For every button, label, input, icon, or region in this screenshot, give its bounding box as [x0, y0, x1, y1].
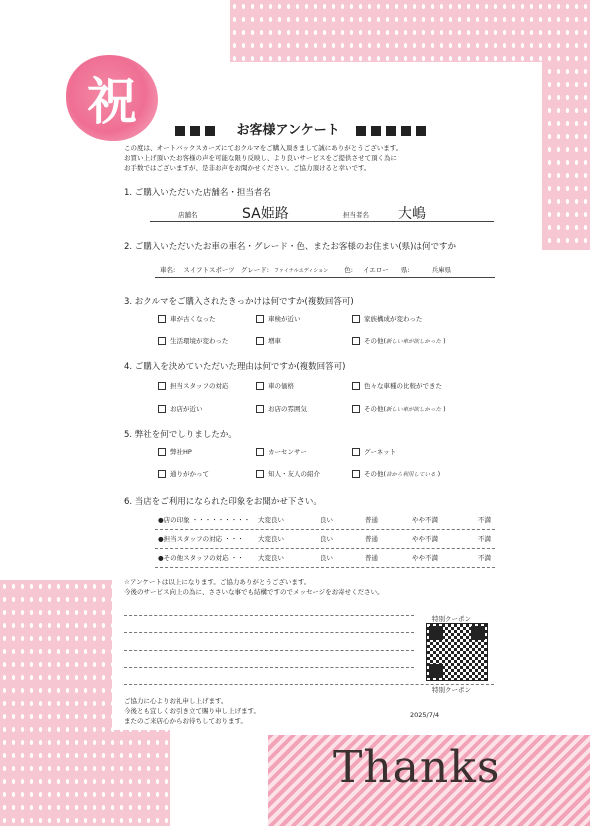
rating-row-label: ●その他スタッフの対応 ・・: [158, 554, 244, 562]
question-5-label: 5. 弊社を何でしりましたか。: [124, 430, 237, 440]
rating-option[interactable]: 良い: [320, 535, 333, 543]
checkbox[interactable]: [256, 337, 264, 345]
car-label: 車名:: [160, 266, 176, 274]
question-3-label: 3. おクルマをご購入されたきっかけは何ですか(複数回答可): [124, 297, 354, 307]
page-title: お客様アンケート: [236, 123, 340, 138]
q2-underline: [155, 277, 495, 278]
rating-row-divider: [155, 548, 495, 549]
title-block-icon: [205, 126, 215, 136]
grade-value: ファイナルエディション: [274, 268, 329, 274]
q4-option: 担当スタッフの対応: [158, 381, 229, 390]
survey-date: 2025/7/4: [410, 711, 440, 719]
rating-option[interactable]: 大変良い: [258, 554, 284, 562]
checkbox-checked[interactable]: [352, 337, 360, 345]
q5-other-handwritten: 昔から利用している: [386, 472, 436, 478]
question-4-label: 4. ご購入を決めていただいた理由は何ですか(複数回答可): [124, 362, 346, 372]
q4-other-handwritten: 新しい車が欲しかった: [386, 407, 442, 413]
rating-row-label: ●店の印象 ・・・・・・・・・: [158, 516, 251, 524]
message-line: [124, 632, 414, 633]
checkbox[interactable]: [158, 337, 166, 345]
page-title-row: [175, 119, 431, 138]
title-block-icon: [190, 126, 200, 136]
footer-line: ご協力に心よりお礼申し上げます。: [124, 697, 228, 705]
footer-line: 今後とも宜しくお引き立て賜り申し上げます。: [124, 707, 260, 715]
qr-code-icon[interactable]: [426, 623, 488, 681]
intro-line: お買い上げ頂いたお客様の声を可能な限り反映し、より良いサービスをご提供させて頂く為に: [124, 154, 397, 162]
checkbox[interactable]: [352, 448, 360, 456]
q5-option: カーセンサー: [256, 447, 307, 456]
checkbox[interactable]: [256, 382, 264, 390]
closing-line: 今後のサービス向上の為に、ささいな事でも結構ですのでメッセージをお寄せください。: [124, 588, 384, 596]
checkbox[interactable]: [352, 315, 360, 323]
rating-option[interactable]: 大変良い: [258, 516, 284, 524]
rating-option[interactable]: やや不満: [412, 516, 438, 524]
q1-underline: [150, 221, 494, 222]
rating-option[interactable]: やや不満: [412, 535, 438, 543]
rating-option[interactable]: 大変良い: [258, 535, 284, 543]
checkbox[interactable]: [158, 382, 166, 390]
q4-option: お店が近い: [158, 404, 203, 413]
coupon-label-top: 特別クーポン: [432, 615, 471, 623]
thanks-text: Thanks: [333, 742, 501, 793]
q5-option: 知人・友人の紹介: [256, 469, 320, 478]
q5-option: 弊社HP: [158, 447, 192, 456]
rating-option[interactable]: 良い: [320, 516, 333, 524]
message-line: [124, 615, 414, 616]
title-block-icon: [175, 126, 185, 136]
intro-line: お手数ではございますが、是非お声をお聞かせください。ご協力頂けると幸いです。: [124, 164, 371, 172]
color-label: 色:: [344, 266, 353, 274]
q5-option: 通りがかって: [158, 469, 209, 478]
grade-label: グレード:: [240, 266, 269, 274]
pref-value: 兵庫県: [431, 266, 452, 274]
q4-option: 車の価格: [256, 381, 294, 390]
q3-option: 家族構成が変わった: [352, 314, 422, 323]
color-value: イエロー: [363, 266, 389, 274]
checkbox[interactable]: [256, 448, 264, 456]
footer-line: またのご来店心からお待ちしております。: [124, 717, 247, 725]
title-block-icon: [371, 126, 381, 136]
checkbox[interactable]: [158, 448, 166, 456]
message-line: [124, 667, 414, 668]
q3-option-other: その他(新しい車が欲しかった ): [352, 336, 446, 345]
title-block-icon: [386, 126, 396, 136]
rating-option[interactable]: 不満: [478, 535, 491, 543]
question-2-label: 2. ご購入いただいたお車の車名・グレード・色、またお客様のお住まい(県)は何ですか: [124, 242, 456, 252]
coupon-label-bottom: 特別クーポン: [432, 686, 471, 694]
rating-row-divider: [155, 567, 495, 568]
q5-option: グーネット: [352, 447, 396, 456]
celebration-seal: [66, 55, 158, 141]
checkbox[interactable]: [256, 405, 264, 413]
checkbox[interactable]: [158, 405, 166, 413]
question-6-label: 6. 当店をご利用になられた印象をお聞かせ下さい。: [124, 497, 322, 507]
title-block-icon: [356, 126, 366, 136]
checkbox[interactable]: [256, 315, 264, 323]
q3-option: 増車: [256, 336, 281, 345]
q3-option: 車検が近い: [256, 314, 301, 323]
rating-option[interactable]: 普通: [365, 554, 378, 562]
q4-option: お店の雰囲気: [256, 404, 307, 413]
car-value: スイフトスポーツ: [183, 266, 235, 274]
checkbox[interactable]: [256, 470, 264, 478]
q2-answer-row: [160, 265, 451, 274]
seal-char: 祝: [87, 72, 137, 131]
rating-row-divider: [155, 529, 495, 530]
staff-value: 大嶋: [398, 206, 426, 222]
title-block-icon: [416, 126, 426, 136]
store-label: 店舗名: [178, 211, 198, 219]
checkbox[interactable]: [158, 315, 166, 323]
message-line: [124, 650, 414, 651]
closing-line: ☆アンケートは以上になります。ご協力ありがとうございます。: [124, 578, 311, 586]
title-block-icon: [401, 126, 411, 136]
rating-row-label: ●担当スタッフの対応 ・・・: [158, 535, 244, 543]
rating-option[interactable]: 普通: [365, 535, 378, 543]
checkbox[interactable]: [352, 382, 360, 390]
rating-option[interactable]: やや不満: [412, 554, 438, 562]
checkbox-checked[interactable]: [352, 405, 360, 413]
rating-option[interactable]: 普通: [365, 516, 378, 524]
staff-label: 担当者名: [343, 211, 369, 219]
checkbox[interactable]: [158, 470, 166, 478]
store-value: SA姫路: [242, 206, 289, 222]
checkbox-checked[interactable]: [352, 470, 360, 478]
q5-option-other: その他(昔から利用している ): [352, 469, 440, 478]
q4-option: 色々な車種の比較ができた: [352, 381, 442, 390]
q4-option-other: その他(新しい車が欲しかった ): [352, 404, 446, 413]
rating-option[interactable]: 不満: [478, 554, 491, 562]
rating-option[interactable]: 不満: [478, 516, 491, 524]
intro-line: この度は、オートバックスカーズにておクルマをご購入頂きまして誠にありがとうございます。: [124, 144, 403, 152]
question-1-label: 1. ご購入いただいた店舗名・担当者名: [124, 188, 271, 198]
pref-label: 県:: [400, 266, 410, 274]
q3-option: 生活環境が変わった: [158, 336, 228, 345]
q3-option: 車が古くなった: [158, 314, 216, 323]
rating-option[interactable]: 良い: [320, 554, 333, 562]
q3-other-handwritten: 新しい車が欲しかった: [386, 339, 442, 345]
